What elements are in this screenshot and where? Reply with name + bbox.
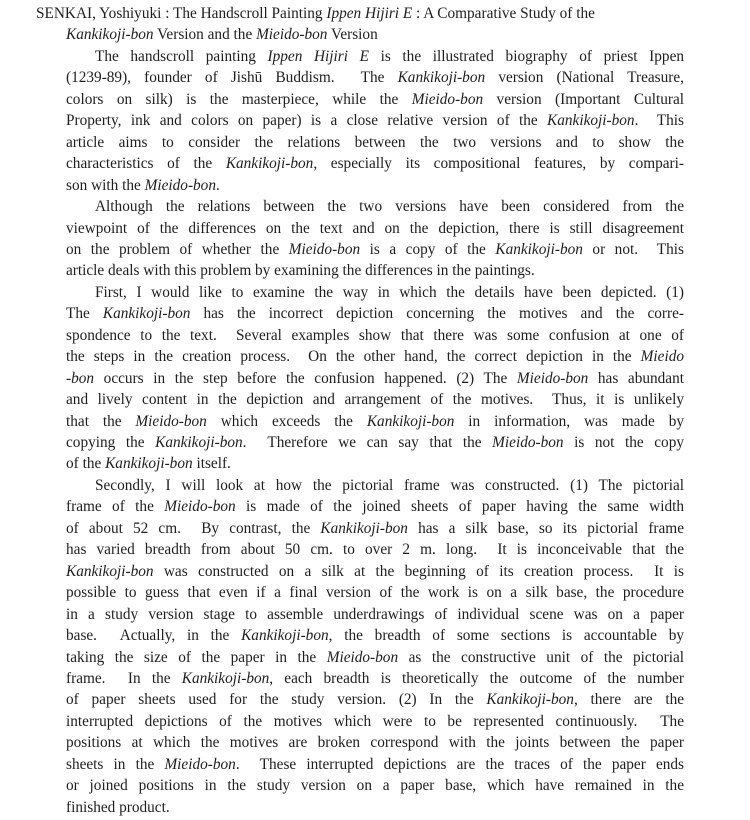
paragraph-line: that the Mieido-bon which exceeds the Kankikoji-bon in information, was made by [66,412,685,430]
body-italic-term: -bon [66,369,95,387]
title-italic-term: Ippen Hijiri E [326,5,413,22]
body-italic-term: Mieido-bon [492,434,564,451]
paragraph-line: positions at which the motives are broken correspond with the joints between the paper [66,734,684,752]
paragraph-line: base. Actually, in the Kankikoji-bon, the breadth of some sections is accountable by [66,627,684,645]
body-italic-term: Kankikoji-bon [102,305,191,323]
body-italic-term: Kankikoji-bon [181,669,270,687]
body-italic-term: Mieido-bon [164,498,236,516]
body-italic-term: Kankikoji-bon [486,691,574,709]
paragraph-line: in a study version stage to assemble underdrawings of individual scene was on a paper [66,605,684,623]
paragraph-line: of paper sheets used for the study version. (2) In the Kankikoji-bon, there are the [66,691,685,709]
paragraph-line: son with the Mieido-bon. [66,176,220,194]
paragraph-line: colors on silk) is the masterpiece, while the Mieido-bon version (Important Cultural [66,90,684,108]
paragraph-first-line: The handscroll painting Ippen Hijiri E is the illustrated biography of priest Ippen [95,47,685,65]
paragraph-line: copying the Kankikoji-bon. Therefore we can say that the Mieido-bon is not the copy [66,434,684,451]
paragraph-first-line: First, I would like to examine the way in which the details have been depicted. (1) [95,283,684,301]
title-line: SENKAI, Yoshiyuki : The Handscroll Painting Ippen Hijiri E : A Comparative Study of the [36,5,595,22]
paragraph-line: taking the size of the paper in the Mieido-bon as the constructive unit of the pictorial [66,648,684,666]
body-italic-term: Kankikoji-bon [366,412,455,430]
paragraph-first-line: Although the relations between the two versions have been considered from the [95,198,684,216]
paragraph-line: finished product. [66,798,170,816]
body-italic-term: Kankikoji-bon [225,155,314,173]
paragraph-line: has varied breadth from about 50 cm. to over 2 m. long. It is inconceivable that the [66,541,684,559]
paragraph-line: on the problem of whether the Mieido-bon is a copy of the Kankikoji-bon or not. This [66,240,684,258]
body-italic-term: Mieido-bon [144,176,216,194]
body-italic-term: Kankikoji-bon [66,562,154,580]
body-italic-term: Kankikoji-bon [320,519,408,537]
paragraph-line: Kankikoji-bon was constructed on a silk at the beginning of its creation process. It is [66,562,684,580]
paragraph-line: frame. In the Kankikoji-bon, each breadth is theoretically the outcome of the number [66,669,685,687]
paragraph-line: the steps in the creation process. On the other hand, the correct depiction in the Mieido [66,348,684,366]
body-italic-term: Mieido-bon [326,648,399,666]
paragraph-line: or joined positions in the study version on a paper base, which have remained in the [66,777,684,795]
paragraph-line: viewpoint of the differences on the text and on the depiction, there is still disagreement [66,219,684,237]
paragraph-line: of about 52 cm. By contrast, the Kankikoji-bon has a silk base, so its pictorial frame [66,519,684,537]
body-italic-term: Kankikoji-bon [155,434,243,451]
paragraph-line: and lively content in the depiction and arrangement of the motives. Thus, it is unlikely [66,391,684,409]
paragraph-line: frame of the Mieido-bon is made of the joined sheets of paper having the same width [66,498,684,516]
paragraph-line: of the Kankikoji-bon itself. [66,455,231,473]
paragraph-line: characteristics of the Kankikoji-bon, especially its compositional features, by compari- [66,155,684,173]
body-italic-term: Kankikoji-bon [397,69,486,87]
body-italic-term: Mieido-bon [516,369,589,387]
paragraph-line: -bon occurs in the step before the confusion happened. (2) The Mieido-bon has abundant [66,369,684,387]
title-line: Kankikoji-bon Version and the Mieido-bon Version [66,26,378,44]
paragraph-line: article deals with this problem by examining the differences in the paintings. [66,262,535,280]
body-italic-term: Kankikoji-bon [547,112,635,130]
body-italic-term: Mieido-bon [135,412,207,430]
paragraph-line: The Kankikoji-bon has the incorrect depiction concerning the motives and the corre- [66,305,684,323]
paragraph-line: interrupted depictions of the motives which were to be represented continuously. The [66,712,684,730]
body-italic-term: Mieido-bon [288,240,361,258]
body-italic-term: Kankikoji-bon [495,240,583,258]
paragraph-line: Property, ink and colors on paper) is a close relative version of the Kankikoji-bon. This [66,112,684,130]
title-italic-term: Kankikoji-bon [66,26,154,44]
body-italic-term: Mieido [640,348,684,366]
paragraph-line: possible to guess that even if a final version of the work is on a silk base, the procedure [66,584,684,602]
body-italic-term: Kankikoji-bon [105,455,193,473]
body-italic-term: Mieido-bon [164,755,236,773]
title-italic-term: Mieido-bon [256,26,328,44]
paragraph-line: (1239-89), founder of Jishū Buddism. The Kankikoji-bon version (National Treasure, [66,69,684,87]
body-italic-term: Ippen Hijiri E [267,47,369,65]
paragraph-first-line: Secondly, I will look at how the pictorial frame was constructed. (1) The pictorial [95,476,684,494]
paragraph-line: sheets in the Mieido-bon. These interrupted depictions are the traces of the paper ends [66,755,684,773]
body-italic-term: Kankikoji-bon [241,627,329,645]
paragraph-line: spondence to the text. Several examples show that there was some confusion at one of [66,326,684,344]
body-italic-term: Mieido-bon [411,90,484,108]
paragraph-line: article aims to consider the relations between the two versions and to show the [66,133,684,151]
